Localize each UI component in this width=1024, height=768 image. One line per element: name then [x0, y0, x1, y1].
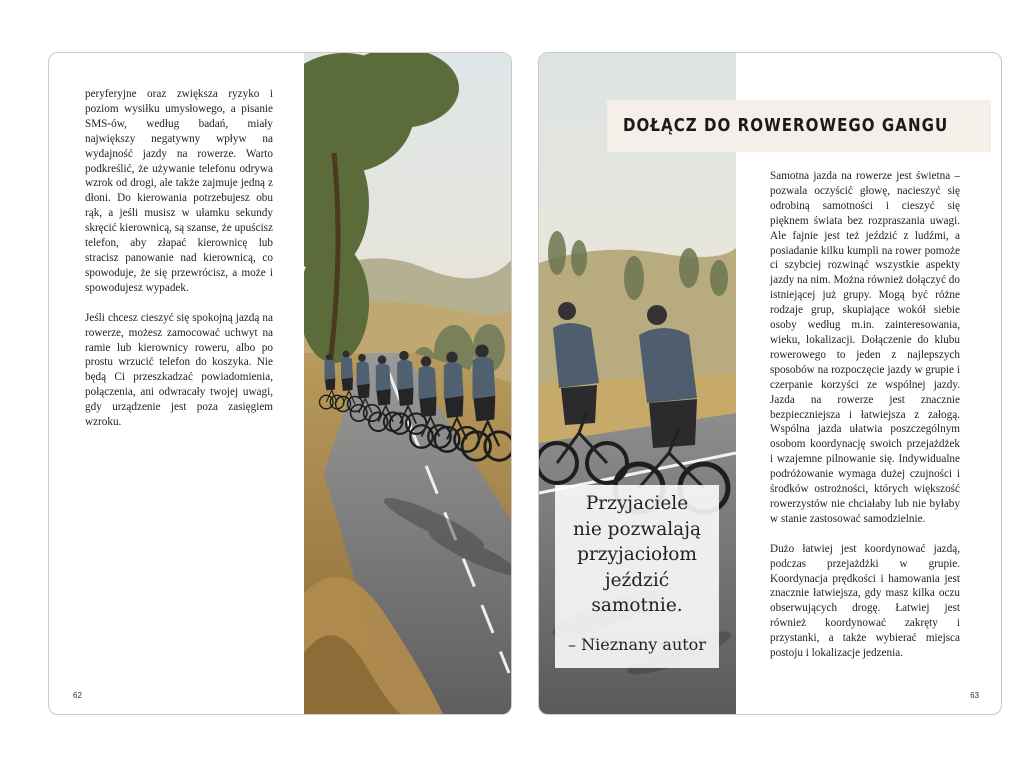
quote-author: – Nieznany autor [568, 634, 706, 654]
right-paragraph-2: Dużo łatwiej jest koordynować jazdą, podczas przejażdżki w grupie. Koordynacja prędkości i hamowania jest znacznie łatwiejsza, gdy masz kilka oczu obserwujących drogę. Łatwiej jest również koordynować zakręty i przystanki, a także wybierać miejsca postoju i lokalizacje jedzenia. [770, 542, 960, 660]
left-paragraph-1: peryferyjne oraz zwiększa ryzyko i poziom wysiłku umysłowego, a pisanie SMS-ów, według badań, miały największy negatywny wpływ na wydajność jazdy na rowerze. Warto podkreślić, że używanie telefonu odrywa wzrok od drogi, ale także zajmuje jedną z dłoni. Do kierowania potrzebujesz obu rąk, a jeśli musisz w ułamku sekundy skręcić kierownicą, są szanse, że upuścisz telefon, aby złapać kierownicę lub stracisz panowanie nad kierownicą, co spowoduje, że się przewrócisz, a może i spowodujesz wypadek. [85, 88, 273, 294]
chapter-title-banner [607, 100, 991, 152]
quote-line: przyjaciołom [577, 544, 697, 565]
quote-line: jeździć [604, 569, 670, 591]
page-number: 63 [970, 691, 979, 700]
left-body-text [85, 87, 273, 445]
chapter-title: DOŁĄCZ DO ROWEROWEGO GANGU [623, 116, 949, 136]
quote-line: Przyjaciele [585, 493, 689, 514]
left-page [48, 52, 512, 715]
cyclists-road-photo [304, 53, 512, 715]
page-number: 62 [73, 691, 82, 700]
left-paragraph-2: Jeśli chcesz cieszyć się spokojną jazdą na rowerze, możesz zamocować uchwyt na ramie lub kierownicy roweru, albo po prostu wrzucić telefon do koszyka. Nie będą Ci przeszkadzać powiadomienia, połączenia, ani odwracały twojej uwagi, gdy urządzenie jest poza zasięgiem wzroku. [85, 311, 273, 429]
right-page [538, 52, 1002, 715]
quote-line: samotnie. [591, 595, 683, 616]
quote-box [555, 485, 719, 668]
quote-line: nie pozwalają [573, 518, 701, 540]
right-body-text [770, 169, 960, 676]
right-paragraph-1: Samotna jazda na rowerze jest świetna – pozwala oczyścić głowę, nacieszyć się odrobiną samotności i cieszyć się pięknem świata bez rozpraszania uwagi. Ale fajnie jest też jeździć z ludźmi, a posiadanie kilku kumpli na rower pomoże ci szybciej rozwinąć wszystkie aspekty jazdy na nim. Można również dołączyć do istniejącej już grupy. Mogą być różne rodzaje grup, skupiające wokół siebie osoby według m.in. zainteresowania, wieku, lokalizacji. Dołączenie do klubu rowerowego to jeden z najlepszych sposobów na rozpoczęcie jazdy w grupie i czerpanie korzyści ze wspólnej jazdy. Jazda na rowerze jest znacznie bezpieczniejsza i łatwiejsza z załogą. Wspólna jazda ułatwia poszczególnym osobom koordynację swoich przejażdżek i wzajemne pilnowanie się. Indywidualne podróżowanie wymaga dużej czujności i środków ostrożności, których większość rowerzystów nie chciałaby lub nie byłaby w stanie zastosować samodzielnie. [770, 170, 960, 525]
